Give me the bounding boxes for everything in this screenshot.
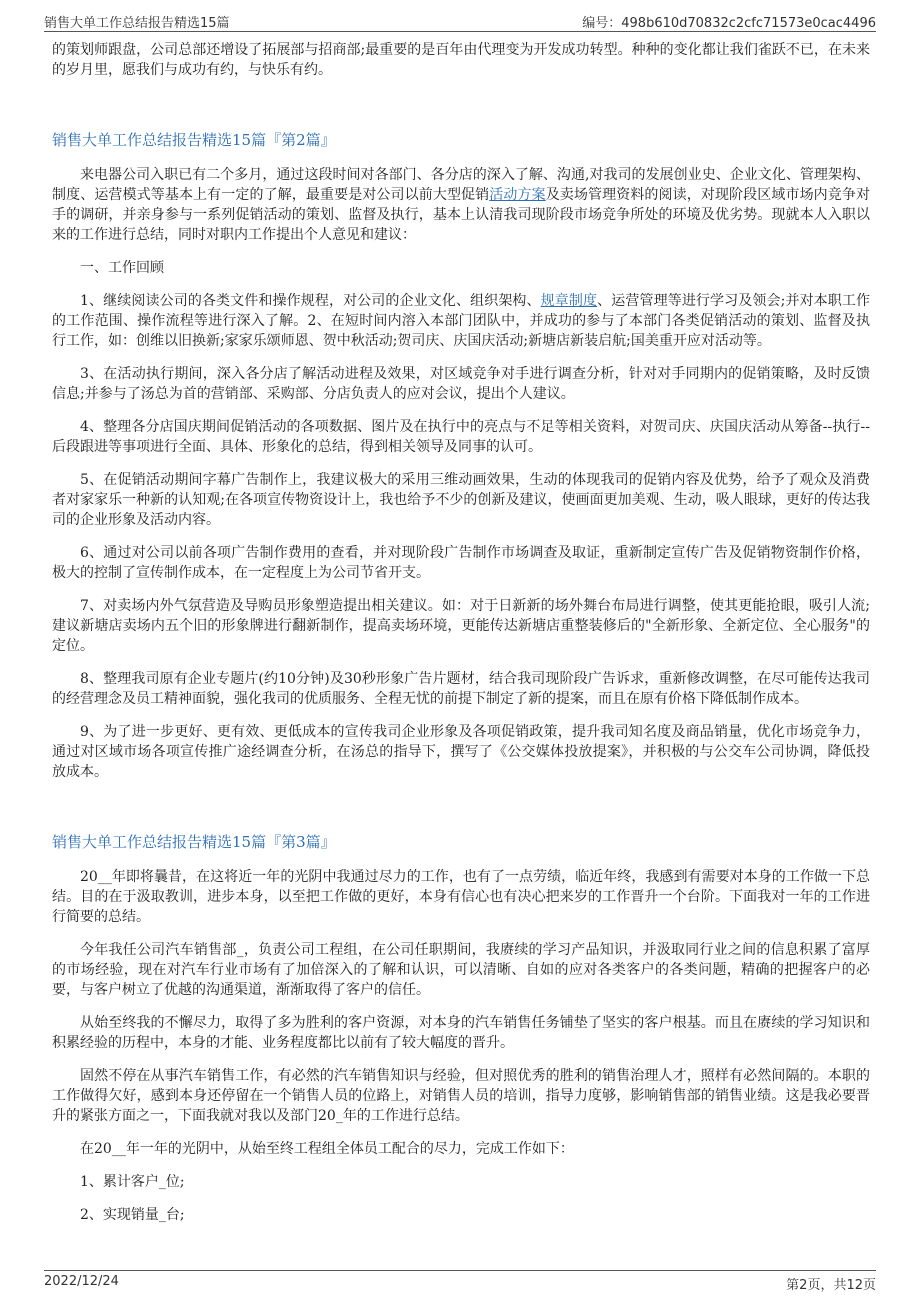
section-2-paragraph: 7、对卖场内外气氛营造及导购员形象塑造提出相关建议。如：对于日新新的场外舞台布局进行调整，使其更能抢眼，吸引人流;建议新塘店卖场内五个旧的形象牌进行翻新制作，提高卖场环境，更能传达新塘店重整装修后的"全新形象、全新定位、全心服务"的定位。 <box>52 598 870 654</box>
section-2-subheading: 一、工作回顾 <box>80 260 164 276</box>
section-2-heading: 销售大单工作总结报告精选15篇『第2篇』 <box>52 131 336 149</box>
section-2-paragraph: 5、在促销活动期间字幕广告制作上，我建议极大的采用三维动画效果，生动的体现我司的促销内容及优势，给予了观众及消费者对家家乐一种新的认知观;在各项宣传物资设计上，我也给予不少的创新及建议，使画面更加美观、生动，吸人眼球，更好的传达我司的企业形象及活动内容。 <box>52 472 870 528</box>
section-2-paragraph: 1、继续阅读公司的各类文件和操作规程，对公司的企业文化、组织架构、规章制度、运营管理等进行学习及领会;并对本职工作的工作范围、操作流程等进行深入了解。2、在短时间内溶入本部门团队中，并成功的参与了本部门各类促销活动的策划、监督及执行工作，如：创维以旧换新;家家乐颂师恩、贺中秋活动;贺司庆、庆国庆活动;新塘店新装启航;国美重开应对活动等。 <box>52 293 871 349</box>
section-3-paragraph: 在20__年一年的光阴中，从始至终工程组全体员工配合的尽力，完成工作如下： <box>80 1141 574 1157</box>
page-header <box>44 0 876 32</box>
section-3-list-item: 2、实现销量_台; <box>80 1207 185 1223</box>
section-2-paragraph: 9、为了进一步更好、更有效、更低成本的宣传我司企业形象及各项促销政策，提升我司知名度及商品销量，优化市场竞争力，通过对区域市场各项宣传推广途经调查分析，在汤总的指导下，撰写了《公交媒体投放提案》，并积极的与公交车公司协调，降低投放成本。 <box>52 724 870 780</box>
section-3-paragraph: 固然不停在从事汽车销售工作，有必然的汽车销售知识与经验，但对照优秀的胜利的销售治理人才，照样有必然间隔的。本职的工作做得欠好，感到本身还停留在一个销售人员的位路上，对销售人员的培训，指导力度够，影响销售部的销售业绩。这是我必要晋升的紧张方面之一，下面我就对我以及部门20_年的工作进行总结。 <box>52 1068 870 1124</box>
section-3-paragraph: 今年我任公司汽车销售部_，负责公司工程组，在公司任职期间，我赓续的学习产品知识，并汲取同行业之间的信息积累了富厚的市场经验，现在对汽车行业市场有了加倍深入的了解和认识，可以清晰、自如的应对各类客户的各类问题，精确的把握客户的必要，与客户树立了优越的沟通渠道，渐渐取得了客户的信任。 <box>52 942 870 998</box>
rules-regulations-link[interactable]: 规章制度 <box>540 293 598 309</box>
document-body <box>52 40 870 1225</box>
page-footer <box>44 1270 876 1291</box>
footer-page-number: 第2页，共12页 <box>786 1278 876 1293</box>
section-2-paragraph: 3、在活动执行期间，深入各分店了解活动进程及效果，对区域竞争对手进行调查分析，针对对手同期内的促销策略，及时反馈信息;并参与了汤总为首的营销部、采购部、分店负责人的应对会议，提出个人建议。 <box>52 366 870 402</box>
intro-paragraph: 的策划师跟盘，公司总部还增设了拓展部与招商部;最重要的是百年由代理变为开发成功转型。种种的变化都让我们雀跃不已，在未来的岁月里，愿我们与成功有约，与快乐有约。 <box>52 42 870 78</box>
section-3-list-item: 1、累计客户_位; <box>80 1174 185 1190</box>
footer-date: 2022/12/24 <box>44 1274 119 1289</box>
header-title: 销售大单工作总结报告精选15篇 <box>44 16 230 31</box>
activity-plan-link[interactable]: 活动方案 <box>489 187 546 203</box>
header-doc-id: 编号：498b610d70832c2cfc71573e0cac4496 <box>582 16 876 31</box>
section-2-paragraph: 6、通过对公司以前各项广告制作费用的查看，并对现阶段广告制作市场调查及取证，重新制定宣传广告及促销物资制作价格，极大的控制了宣传制作成本，在一定程度上为公司节省开支。 <box>52 545 870 581</box>
section-2-paragraph: 4、整理各分店国庆期间促销活动的各项数据、图片及在执行中的亮点与不足等相关资料，对贺司庆、庆国庆活动从筹备--执行--后段跟进等事项进行全面、具体、形象化的总结，得到相关领导及同事的认可。 <box>52 419 870 455</box>
section-2-paragraph: 来电器公司入职已有二个多月，通过这段时间对各部门、各分店的深入了解、沟通,对我司的发展创业史、企业文化、管理架构、制度、运营模式等基本上有一定的了解，最重要是对公司以前大型促销活动方案及卖场管理资料的阅读，对现阶段区域市场内竞争对手的调研，并亲身参与一系列促销活动的策划、监督及执行，基本上认清我司现阶段市场竞争所处的环境及优劣势。现就本人入职以来的工作进行总结，同时对职内工作提出个人意见和建议： <box>52 167 871 243</box>
section-3-paragraph: 20__年即将曩昔，在这将近一年的光阴中我通过尽力的工作，也有了一点劳绩，临近年终，我感到有需要对本身的工作做一下总结。目的在于汲取教训，进步本身，以至把工作做的更好，本身有信心也有决心把来岁的工作晋升一个台阶。下面我对一年的工作进行简要的总结。 <box>52 869 870 925</box>
section-2-paragraph: 8、整理我司原有企业专题片(约10分钟)及30秒形象广告片题材，结合我司现阶段广告诉求，重新修改调整，在尽可能传达我司的经营理念及员工精神面貌，强化我司的优质服务、全程无忧的前提下制定了新的提案，而且在原有价格下降低制作成本。 <box>52 671 870 707</box>
section-3-heading: 销售大单工作总结报告精选15篇『第3篇』 <box>52 833 336 851</box>
section-3-paragraph: 从始至终我的不懈尽力，取得了多为胜利的客户资源，对本身的汽车销售任务铺垫了坚实的客户根基。而且在赓续的学习知识和积累经验的历程中，本身的才能、业务程度都比以前有了较大幅度的晋升。 <box>52 1015 870 1051</box>
